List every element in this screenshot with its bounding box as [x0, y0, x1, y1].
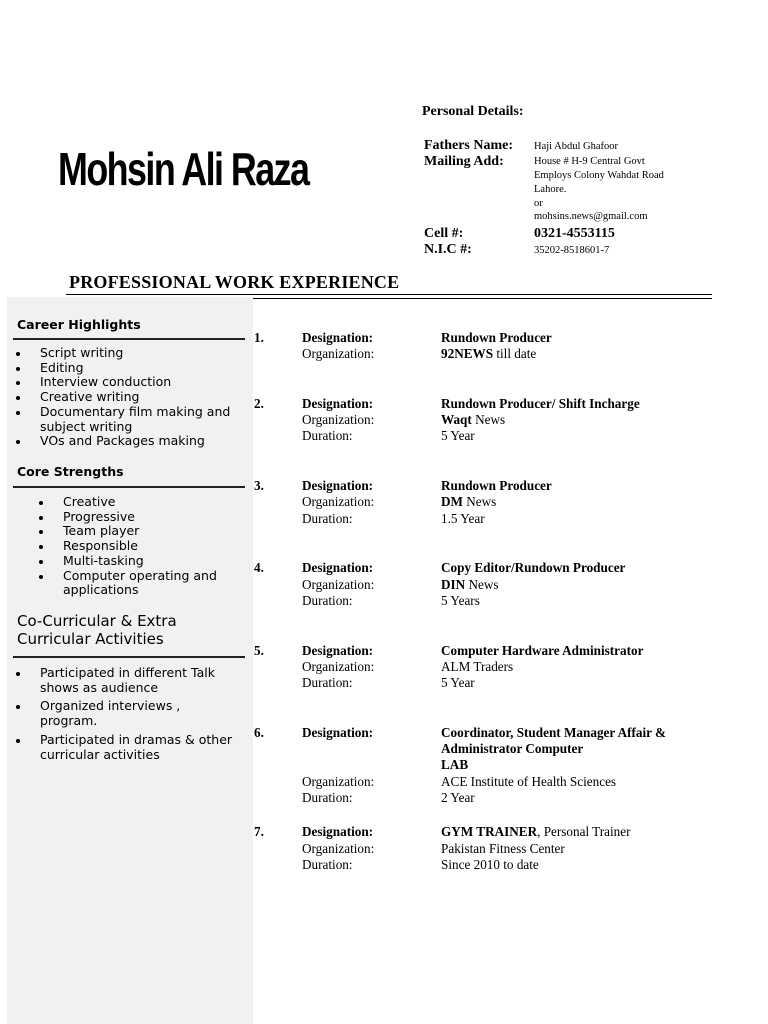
duration-label: Duration:: [302, 790, 353, 805]
designation-value: Computer Hardware Administrator: [441, 643, 644, 658]
duration-label: Duration:: [302, 857, 353, 872]
duration-value: 5 Years: [441, 593, 480, 608]
sidebar: [7, 297, 253, 1024]
duration-value: 5 Year: [441, 675, 475, 690]
duration-label: Duration:: [302, 511, 353, 526]
designation-label: Designation:: [302, 478, 374, 493]
entry-number: 7.: [254, 824, 264, 839]
list-item: Multi-tasking: [63, 554, 246, 569]
designation-value: Copy Editor/Rundown Producer: [441, 560, 626, 575]
cocurricular-list: [40, 666, 240, 766]
organization-value: ALM Traders: [441, 659, 514, 674]
career-highlights-heading: Career Highlights: [17, 317, 141, 332]
entry-number: 2.: [254, 396, 264, 411]
organization-label: Organization:: [302, 841, 375, 856]
entry-number: 5.: [254, 643, 264, 658]
entry-number: 6.: [254, 725, 264, 740]
organization-value: DIN News: [441, 577, 499, 592]
email-address: mohsins.news@gmail.com: [534, 211, 648, 222]
fathers-name-label: Fathers Name:: [424, 138, 514, 153]
designation-value: Rundown Producer: [441, 478, 552, 493]
personal-details-heading: Personal Details:: [422, 104, 524, 119]
section-divider: [66, 294, 712, 295]
candidate-name: Mohsin Ali Raza: [58, 143, 309, 195]
organization-label: Organization:: [302, 577, 375, 592]
organization-value: Waqt News: [441, 412, 506, 427]
list-item: Responsible: [63, 539, 246, 554]
list-item: Creative: [63, 495, 246, 510]
duration-value: 5 Year: [441, 428, 475, 443]
organization-value: ACE Institute of Health Sciences: [441, 774, 617, 789]
nic-label: N.I.C #:: [424, 242, 472, 257]
organization-label: Organization:: [302, 346, 375, 361]
organization-value: 92NEWS till date: [441, 346, 537, 361]
mailing-address-label: Mailing Add:: [424, 154, 504, 169]
designation-value: Rundown Producer/ Shift Incharge: [441, 396, 640, 411]
cocurricular-heading: Co-Curricular & Extra Curricular Activities: [17, 612, 177, 648]
list-item: VOs and Packages making: [40, 434, 246, 449]
designation-value-line-2: Administrator Computer: [441, 741, 584, 756]
fathers-name-value: Haji Abdul Ghafoor: [534, 141, 618, 152]
mailing-address-or: or: [534, 198, 543, 209]
designation-label: Designation:: [302, 396, 374, 411]
duration-label: Duration:: [302, 593, 353, 608]
mailing-address-line-2: Employs Colony Wahdat Road: [534, 170, 664, 181]
entry-number: 3.: [254, 478, 264, 493]
designation-label: Designation:: [302, 330, 374, 345]
mailing-address-line-3: Lahore.: [534, 184, 567, 195]
designation-value: GYM TRAINER, Personal Trainer: [441, 824, 631, 839]
sidebar-divider: [13, 486, 245, 488]
list-item: Organized interviews , program.: [40, 699, 240, 728]
list-item: Documentary film making and subject writing: [40, 405, 246, 434]
core-strengths-list: [63, 495, 246, 598]
organization-label: Organization:: [302, 494, 375, 509]
list-item: Interview conduction: [40, 375, 246, 390]
organization-label: Organization:: [302, 412, 375, 427]
duration-value: 2 Year: [441, 790, 475, 805]
entry-number: 1.: [254, 330, 264, 345]
designation-value-line-3: LAB: [441, 757, 469, 772]
designation-label: Designation:: [302, 560, 374, 575]
duration-label: Duration:: [302, 428, 353, 443]
nic-value: 35202-8518601-7: [534, 245, 610, 256]
organization-value: DM News: [441, 494, 497, 509]
sidebar-divider: [13, 656, 245, 658]
list-item: Participated in different Talk shows as audience: [40, 666, 240, 695]
list-item: Team player: [63, 524, 246, 539]
designation-value: Rundown Producer: [441, 330, 552, 345]
organization-label: Organization:: [302, 774, 375, 789]
list-item: Script writing: [40, 346, 246, 361]
section-title: PROFESSIONAL WORK EXPERIENCE: [69, 272, 400, 292]
career-highlights-list: [40, 346, 246, 449]
designation-label: Designation:: [302, 725, 374, 740]
designation-label: Designation:: [302, 824, 374, 839]
designation-value-line-1: Coordinator, Student Manager Affair &: [441, 725, 667, 740]
organization-value: Pakistan Fitness Center: [441, 841, 565, 856]
list-item: Progressive: [63, 510, 246, 525]
duration-label: Duration:: [302, 675, 353, 690]
duration-value: Since 2010 to date: [441, 857, 539, 872]
list-item: Creative writing: [40, 390, 246, 405]
sidebar-divider: [13, 338, 245, 340]
cell-value: 0321-4553115: [534, 226, 615, 241]
list-item: Editing: [40, 361, 246, 376]
designation-label: Designation:: [302, 643, 374, 658]
organization-label: Organization:: [302, 659, 375, 674]
core-strengths-heading: Core Strengths: [17, 464, 124, 479]
cell-label: Cell #:: [424, 226, 464, 241]
entry-number: 4.: [254, 560, 264, 575]
list-item: Computer operating and applications: [63, 569, 246, 598]
list-item: Participated in dramas & other curricular activities: [40, 733, 240, 762]
mailing-address-line-1: House # H-9 Central Govt: [534, 156, 645, 167]
duration-value: 1.5 Year: [441, 511, 485, 526]
